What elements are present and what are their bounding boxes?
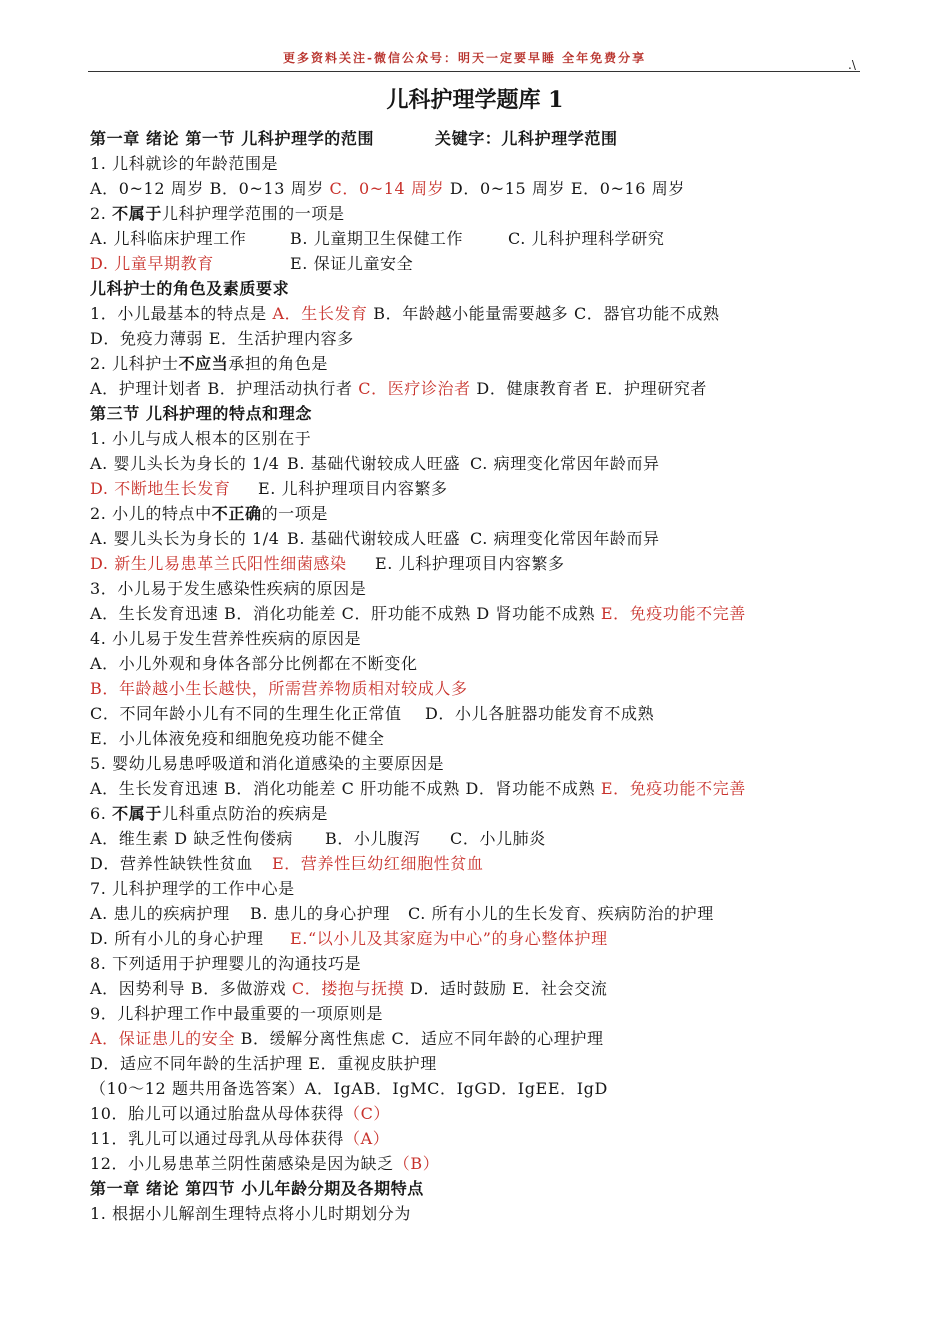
header-notice: 更多资料关注-微信公众号：明天一定要早睡 全年免费分享: [283, 51, 647, 65]
stem-text: 的一项是: [261, 504, 328, 523]
question-stem: [90, 501, 890, 526]
stem-emphasis: 不属于: [112, 204, 162, 223]
answer-option: E．免疫功能不完善: [600, 604, 746, 623]
stem-text: 儿科重点防治的疾病是: [161, 804, 328, 823]
stem-emphasis: 不应当: [178, 354, 229, 373]
option-text: A．因势利导 B．多做游戏: [90, 979, 292, 998]
stem-text: 11．乳儿可以通过母乳从母体获得: [90, 1129, 344, 1148]
option-text: B．缓解分离性焦虑 C．适应不同年龄的心理护理: [234, 1029, 604, 1048]
option-text: B. 基础代谢较成人旺盛: [287, 529, 461, 548]
answer-option: E.“以小儿及其家庭为中心”的身心整体护理: [290, 929, 608, 948]
option-text: E. 保证儿童安全: [290, 254, 414, 273]
shared-options-intro: [90, 1076, 890, 1101]
page-title: 儿科护理学题库 1: [386, 87, 564, 113]
answer-option: A．保证患儿的安全: [90, 1029, 235, 1048]
option-text: D．营养性缺铁性贫血: [90, 854, 253, 873]
answer-option: （B）: [393, 1154, 440, 1173]
option-line: [90, 1051, 890, 1076]
stem-text: 6.: [90, 804, 113, 823]
option-line: [90, 1026, 890, 1051]
option-line: [90, 251, 890, 276]
option-text: A. 婴儿头长为身长的 1/4: [90, 454, 280, 473]
answer-option: （A）: [343, 1129, 390, 1148]
section-keyword: 关键字：儿科护理学范围: [435, 129, 618, 148]
section-heading-row: [90, 401, 890, 426]
stem-text: 1．小儿最基本的特点是: [90, 304, 273, 323]
option-text: B．年龄越小能量需要越多 C．器官功能不成熟: [367, 304, 720, 323]
option-text: B. 儿童期卫生保健工作: [290, 229, 464, 248]
option-line: [90, 826, 890, 851]
option-text: E．小儿体液免疫和细胞免疫功能不健全: [90, 729, 385, 748]
stem-text: 10．胎儿可以通过胎盘从母体获得: [90, 1104, 344, 1123]
stem-emphasis: 不正确: [211, 504, 262, 523]
option-line: [90, 976, 890, 1001]
option-text: C．小儿肺炎: [450, 829, 546, 848]
answer-option: D. 不断地生长发育: [90, 479, 231, 498]
option-line: [90, 376, 890, 401]
option-text: A．维生素 D 缺乏性佝偻病: [90, 829, 293, 848]
question-stem: [90, 201, 890, 226]
stem-text: 8. 下列适用于护理婴儿的沟通技巧是: [90, 954, 362, 973]
shared-question: [90, 1101, 890, 1126]
option-text: D．健康教育者 E．护理研究者: [470, 379, 708, 398]
section-heading: 第一章 绪论 第一节 儿科护理学的范围: [90, 129, 375, 148]
stem-text: 2. 儿科护士: [90, 354, 179, 373]
header-rule: [88, 71, 860, 72]
option-text: E. 儿科护理项目内容繁多: [375, 554, 565, 573]
stem-text: 3．小儿易于发生感染性疾病的原因是: [90, 579, 367, 598]
stem-text: 4. 小儿易于发生营养性疾病的原因是: [90, 629, 362, 648]
answer-option: E．营养性巨幼红细胞性贫血: [272, 854, 484, 873]
option-line: [90, 601, 890, 626]
header-mark: .\: [848, 58, 856, 72]
option-line: [90, 651, 890, 676]
stem-text: 12．小儿易患革兰阴性菌感染是因为缺乏: [90, 1154, 394, 1173]
stem-text: 2.: [90, 204, 113, 223]
option-text: A. 婴儿头长为身长的 1/4: [90, 529, 280, 548]
option-line: [90, 901, 890, 926]
question-stem: [90, 426, 890, 451]
section-heading: 第一章 绪论 第四节 小儿年龄分期及各期特点: [90, 1179, 424, 1198]
question-stem: [90, 576, 890, 601]
section-heading: 儿科护士的角色及素质要求: [90, 279, 290, 298]
shared-question: [90, 1151, 890, 1176]
section-heading: 第三节 儿科护理的特点和理念: [90, 404, 312, 423]
option-text: D．适应不同年龄的生活护理 E．重视皮肤护理: [90, 1054, 437, 1073]
option-text: B. 基础代谢较成人旺盛: [287, 454, 461, 473]
option-text: D. 所有小儿的身心护理: [90, 929, 264, 948]
option-text: A．护理计划者 B．护理活动执行者: [90, 379, 359, 398]
option-text: D．小儿各脏器功能发育不成熟: [425, 704, 655, 723]
option-line: [90, 476, 890, 501]
answer-option: C．搂抱与抚摸: [291, 979, 405, 998]
option-text: B．小儿腹泻: [325, 829, 421, 848]
stem-emphasis: 不属于: [112, 804, 162, 823]
question-stem: [90, 151, 890, 176]
option-text: A．生长发育迅速 B．消化功能差 C．肝功能不成熟 D 肾功能不成熟: [90, 604, 601, 623]
question-stem: [90, 801, 890, 826]
stem-text: 7. 儿科护理学的工作中心是: [90, 879, 295, 898]
option-text: B. 患儿的身心护理: [250, 904, 390, 923]
answer-option: D. 儿童早期教育: [90, 254, 214, 273]
option-text: A. 患儿的疾病护理: [90, 904, 230, 923]
section-heading-row: [90, 126, 890, 151]
question-stem: [90, 951, 890, 976]
answer-option: D. 新生儿易患革兰氏阳性细菌感染: [90, 554, 347, 573]
option-line: [90, 851, 890, 876]
question-stem: [90, 1001, 890, 1026]
option-text: D．适时鼓励 E．社会交流: [404, 979, 608, 998]
option-line: [90, 926, 890, 951]
option-text: A．0~12 周岁 B．0~13 周岁: [90, 179, 330, 198]
answer-option: B．年龄越小生长越快，所需营养物质相对较成人多: [90, 679, 468, 698]
stem-text: 2. 小儿的特点中: [90, 504, 212, 523]
question-stem: [90, 751, 890, 776]
question-stem: [90, 301, 890, 326]
shared-question: [90, 1126, 890, 1151]
option-text: A．小儿外观和身体各部分比例都在不断变化: [90, 654, 418, 673]
stem-text: 1. 根据小儿解剖生理特点将小儿时期划分为: [90, 1204, 411, 1223]
question-stem: [90, 1201, 890, 1226]
stem-text: 9．儿科护理工作中最重要的一项原则是: [90, 1004, 383, 1023]
answer-option: C．医疗诊治者: [358, 379, 471, 398]
option-text: A. 儿科临床护理工作: [90, 229, 247, 248]
question-list: [90, 126, 890, 1226]
option-line: [90, 226, 890, 251]
option-text: C. 儿科护理科学研究: [508, 229, 665, 248]
option-text: C. 病理变化常因年龄而异: [470, 454, 660, 473]
option-line: [90, 551, 890, 576]
stem-text: 1. 小儿与成人根本的区别在于: [90, 429, 312, 448]
answer-option: A．生长发育: [272, 304, 368, 323]
section-heading-row: [90, 1176, 890, 1201]
option-line: [90, 526, 890, 551]
option-text: A．生长发育迅速 B．消化功能差 C 肝功能不成熟 D．肾功能不成熟: [90, 779, 601, 798]
option-text: C．不同年龄小儿有不同的生理生化正常值: [90, 704, 402, 723]
stem-text: 儿科护理学范围的一项是: [161, 204, 345, 223]
option-text: D．0~15 周岁 E．0~16 周岁: [444, 179, 685, 198]
question-stem: [90, 626, 890, 651]
option-text: C. 病理变化常因年龄而异: [470, 529, 660, 548]
option-line: [90, 176, 890, 201]
stem-text: 承担的角色是: [228, 354, 328, 373]
option-text: D．免疫力薄弱 E．生活护理内容多: [90, 329, 354, 348]
option-line: [90, 451, 890, 476]
shared-options-text: （10～12 题共用备选答案）A．IgAB．IgMC．IgGD．IgEE．IgD: [90, 1079, 608, 1098]
option-line: [90, 726, 890, 751]
option-text: E. 儿科护理项目内容繁多: [258, 479, 448, 498]
stem-text: 5. 婴幼儿易患呼吸道和消化道感染的主要原因是: [90, 754, 445, 773]
option-line: [90, 776, 890, 801]
option-line: [90, 676, 890, 701]
option-line: [90, 701, 890, 726]
answer-option: （C）: [343, 1104, 391, 1123]
section-heading-row: [90, 276, 890, 301]
question-stem: [90, 351, 890, 376]
option-text: C. 所有小儿的生长发育、疾病防治的护理: [408, 904, 714, 923]
answer-option: E．免疫功能不完善: [600, 779, 746, 798]
stem-text: 1. 儿科就诊的年龄范围是: [90, 154, 279, 173]
option-line: [90, 326, 890, 351]
question-stem: [90, 876, 890, 901]
answer-option: C．0~14 周岁: [329, 179, 445, 198]
